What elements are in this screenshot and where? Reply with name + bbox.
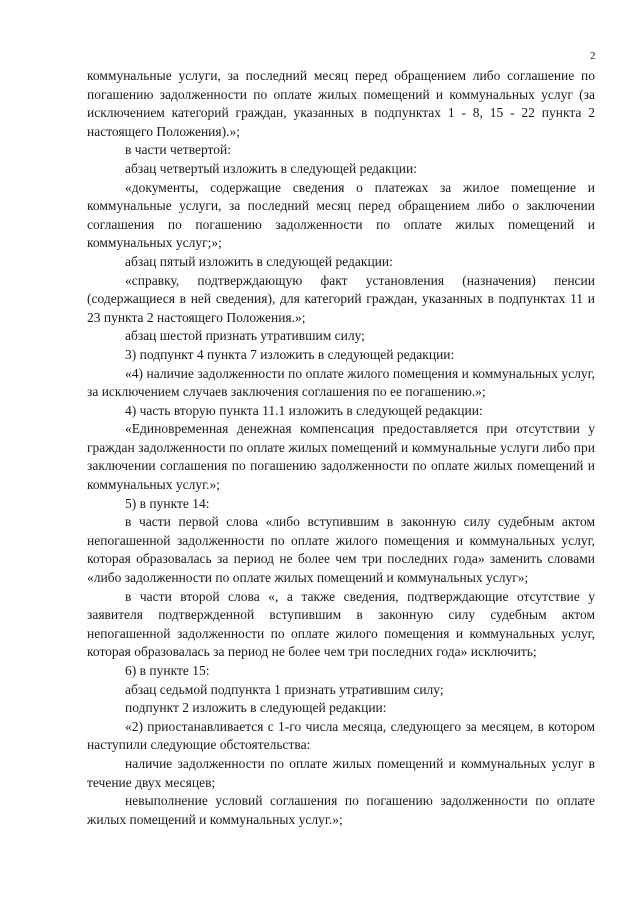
paragraph-5: абзац пятый изложить в следующей редакции: [125, 253, 393, 269]
paragraph-11: «Единовременная денежная компенсация предоставляется при отсутствии у граждан задолженности по оплате жилых помещений и коммунальные услуги либо при заключении соглашения по погашению задолженности по оплате жилых помещений и коммунальных услуг.»; [87, 421, 595, 493]
paragraph-13: в части первой слова «либо вступившим в законную силу судебным актом непогашенной задолженности по оплате жилого помещения и коммунальных услуг, которая образовалась за период не более чем три последних года» заменить словами «либо задолженности по оплате жилых помещений и коммунальных услуг»; [87, 514, 595, 586]
paragraph-15: 6) в пункте 15: [125, 663, 210, 678]
paragraph-8: 3) подпункт 4 пункта 7 изложить в следующей редакции: [125, 346, 455, 362]
paragraph-18: «2) приостанавливается с 1-го числа месяца, следующего за месяцем, в котором наступили следующие обстоятельства: [87, 718, 595, 753]
page-number: 2 [590, 50, 596, 62]
paragraph-14: в части второй слова «, а также сведения, подтверждающие отсутствие у заявителя подтвержденной вступившим в законную силу судебным актом непогашенной задолженности по оплате жилого помещения и коммунальных услуг, которая образовалась за период не более чем три последних года» исключить; [87, 588, 595, 660]
paragraph-20: невыполнение условий соглашения по погашению задолженности по оплате жилых помещений и коммунальных услуг.»; [87, 793, 595, 827]
paragraph-19: наличие задолженности по оплате жилых помещений и коммунальных услуг в течение двух месяцев; [87, 755, 595, 790]
paragraph-10: 4) часть вторую пункта 11.1 изложить в следующей редакции: [125, 402, 483, 418]
paragraph-16: абзац седьмой подпункта 1 признать утратившим силу; [125, 681, 444, 697]
paragraph-1: коммунальные услуги, за последний месяц перед обращением либо соглашение по погашению задолженности по оплате жилых помещений и коммунальных услуг (за исключением категорий граждан, указанных в подпунктах 1 - 8, 15 - 22 пункта 2 настоящего Положения).»; [87, 68, 595, 139]
paragraph-4: «документы, содержащие сведения о платежах за жилое помещение и коммунальные услуги, за последний месяц перед обращением либо о заключении соглашения по погашению задолженности по оплате жилых помещений и коммунальных услуг;»; [87, 179, 595, 251]
paragraph-17: подпункт 2 изложить в следующей редакции: [125, 700, 387, 716]
document-body [87, 67, 595, 829]
paragraph-2: в части четвертой: [125, 142, 232, 158]
paragraph-12: 5) в пункте 14: [125, 495, 210, 511]
paragraph-7: абзац шестой признать утратившим силу; [125, 328, 365, 344]
paragraph-6: «справку, подтверждающую факт установления (назначения) пенсии (содержащиеся в ней сведения), для категорий граждан, указанных в подпунктах 11 и 23 пункта 2 настоящего Положения.»; [87, 272, 595, 325]
paragraph-3: абзац четвертый изложить в следующей редакции: [125, 160, 417, 176]
paragraph-9: «4) наличие задолженности по оплате жилого помещения и коммунальных услуг, за исключением случаев заключения соглашения по ее погашению.»; [87, 365, 595, 400]
